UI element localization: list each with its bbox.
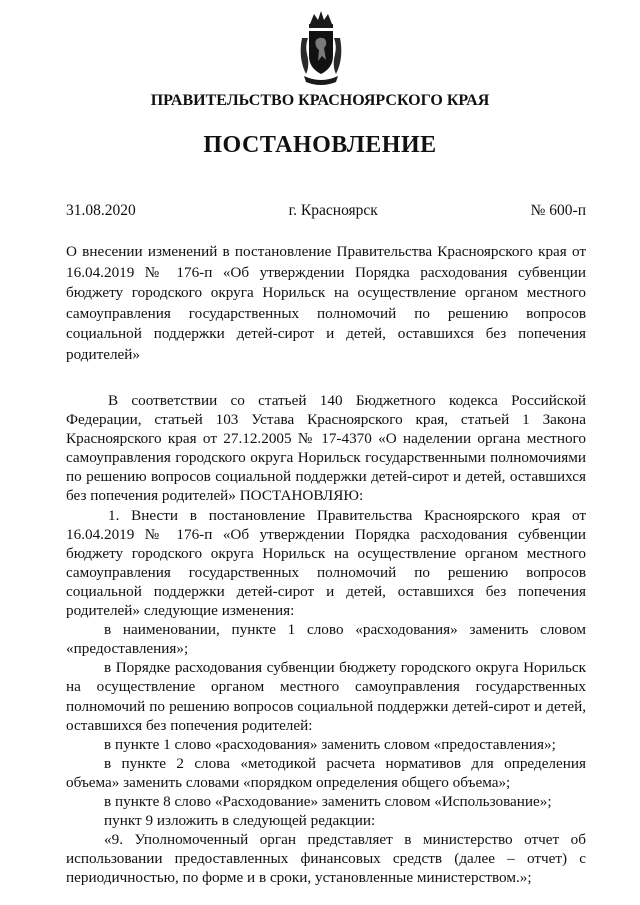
paragraph-change-procedure: в Порядке расходования субвенции бюджету городского округа Норильск на осуществление органом местного самоуправления государственных полномочий по решению вопросов социальной поддержки детей-сирот и детей, оставшихся без попечения родителей:: [66, 659, 586, 734]
paragraph-change-point-1: в пункте 1 слово «расходования» заменить словом «предоставления»;: [104, 735, 556, 753]
paragraph-change-point-2: в пункте 2 слова «методикой расчета нормативов для определения объема» заменить словами «порядком определения общего объема»;: [66, 754, 586, 791]
document-body: [66, 391, 586, 887]
paragraph-change-point-9: пункт 9 изложить в следующей редакции:: [104, 812, 376, 830]
document-type: ПОСТАНОВЛЕНИЕ: [203, 132, 437, 158]
paragraph-point-9-text: «9. Уполномоченный орган представляет в министерство отчет об использовании предоставленных финансовых средств (далее – отчет) с периодичностью, по форме и в сроки, установленные министерством.»;: [66, 831, 586, 887]
organization-name: ПРАВИТЕЛЬСТВО КРАСНОЯРСКОГО КРАЯ: [150, 92, 490, 109]
document-city: г. Красноярск: [288, 202, 378, 219]
paragraph-preamble: В соответствии со статьей 140 Бюджетного кодекса Российской Федерации, статьей 103 Устава Красноярского края, статьей 1 Закона Красноярского края от 27.12.2005 № 17-4370 «О наделении органа местного самоуправления городского округа Норильск государственными полномочиями по решению вопросов социальной поддержки детей-сирот и детей, оставшихся без попечения родителей» ПОСТАНОВЛЯЮ:: [66, 392, 586, 505]
document-number: № 600-п: [530, 202, 586, 219]
document-meta: [66, 202, 586, 220]
paragraph-change-point-8: в пункте 8 слово «Расходование» заменить словом «Использование»;: [104, 792, 552, 810]
document-date: 31.08.2020: [66, 202, 136, 219]
document-title: О внесении изменений в постановление Правительства Красноярского края от 16.04.2019 № 176-п «Об утверждении Порядка расходования субвенции бюджету городского округа Норильск на осуществление органом местного самоуправления государственных полномочий по решению вопросов социальной поддержки детей-сирот и детей, оставшихся без попечения родителей»: [66, 243, 586, 363]
krasnoyarsk-coat-of-arms-icon: [296, 8, 346, 88]
paragraph-item-1: 1. Внести в постановление Правительства Красноярского края от 16.04.2019 № 176-п «Об утверждении Порядка расходования субвенции бюджету городского округа Норильск на осуществление органом местного самоуправления государственных полномочий по решению вопросов социальной поддержки детей-сирот и детей, оставшихся без попечения родителей» следующие изменения:: [66, 506, 586, 620]
paragraph-change-name: в наименовании, пункте 1 слово «расходования» заменить словом «предоставления»;: [66, 621, 586, 658]
